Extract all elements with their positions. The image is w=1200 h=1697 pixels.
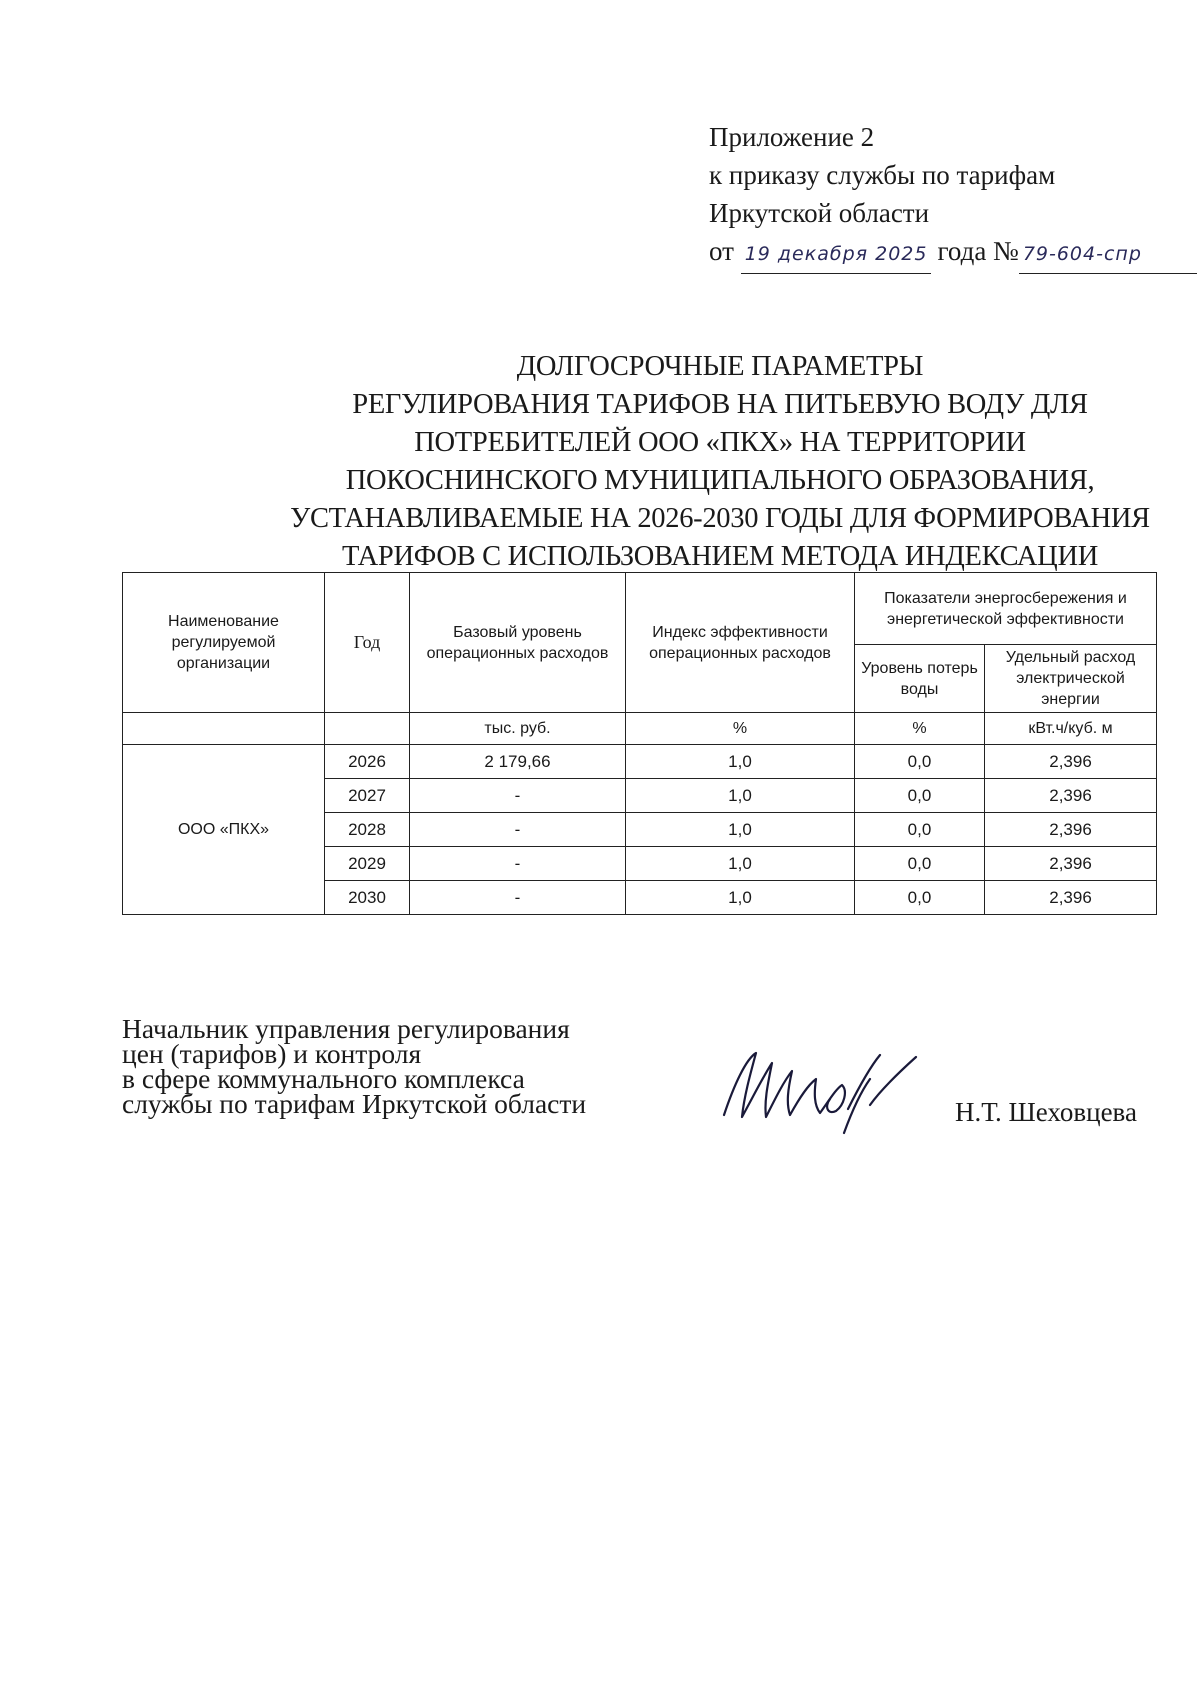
row-year: 2027 (325, 779, 410, 813)
unit-efficiency-index: % (626, 713, 855, 745)
row-year: 2028 (325, 813, 410, 847)
row-specific-consumption: 2,396 (985, 813, 1157, 847)
row-base-level: - (410, 847, 626, 881)
signer-line: Начальник управления регулирования (122, 1013, 570, 1044)
header-year-unit (325, 713, 410, 745)
annex-header (709, 118, 1189, 274)
unit-specific-consumption: кВт.ч/куб. м (985, 713, 1157, 745)
row-base-level: - (410, 779, 626, 813)
annex-date-line (709, 232, 1189, 274)
signer-name: Н.Т. Шеховцева (955, 1097, 1137, 1127)
row-water-losses: 0,0 (855, 881, 985, 915)
row-specific-consumption: 2,396 (985, 779, 1157, 813)
row-specific-consumption: 2,396 (985, 745, 1157, 779)
header-organization: Наименование регулируемой организации (123, 573, 325, 713)
document-title (200, 348, 1200, 576)
signer-line: цен (тарифов) и контроля (122, 1038, 422, 1069)
row-water-losses: 0,0 (855, 847, 985, 881)
annex-from-prefix: от (709, 236, 734, 266)
row-water-losses: 0,0 (855, 813, 985, 847)
parameters-table (122, 572, 1157, 915)
organization-name: ООО «ПКХ» (123, 745, 325, 915)
header-energy-group: Показатели энергосбережения и энергетической эффективности (855, 573, 1157, 645)
title-line: ТАРИФОВ С ИСПОЛЬЗОВАНИЕМ МЕТОДА ИНДЕКСАЦИИ (341, 541, 1099, 572)
row-efficiency-index: 1,0 (626, 779, 855, 813)
row-year: 2029 (325, 847, 410, 881)
row-water-losses: 0,0 (855, 779, 985, 813)
table-row (123, 745, 1157, 779)
title-line: ПОКОСНИНСКОГО МУНИЦИПАЛЬНОГО ОБРАЗОВАНИЯ, (345, 465, 1095, 496)
row-specific-consumption: 2,396 (985, 847, 1157, 881)
row-year: 2030 (325, 881, 410, 915)
row-base-level: 2 179,66 (410, 745, 626, 779)
unit-water-losses: % (855, 713, 985, 745)
handwritten-order-number: 79-604-спр (1019, 235, 1197, 274)
row-efficiency-index: 1,0 (626, 813, 855, 847)
row-year: 2026 (325, 745, 410, 779)
handwritten-signature (720, 1045, 930, 1135)
row-specific-consumption: 2,396 (985, 881, 1157, 915)
row-water-losses: 0,0 (855, 745, 985, 779)
header-specific-consumption: Удельный расход электрической энергии (985, 645, 1157, 713)
row-efficiency-index: 1,0 (626, 881, 855, 915)
title-line: РЕГУЛИРОВАНИЯ ТАРИФОВ НА ПИТЬЕВУЮ ВОДУ ДЛЯ (352, 389, 1088, 420)
signer-position (122, 1013, 682, 1119)
row-base-level: - (410, 813, 626, 847)
handwritten-date: 19 декабря 2025 (741, 235, 931, 274)
annex-order-ref: к приказу службы по тарифам (709, 160, 1056, 190)
row-efficiency-index: 1,0 (626, 847, 855, 881)
unit-base-level: тыс. руб. (410, 713, 626, 745)
row-efficiency-index: 1,0 (626, 745, 855, 779)
signer-line: службы по тарифам Иркутской области (122, 1088, 587, 1119)
header-efficiency-index: Индекс эффективности операционных расходов (626, 573, 855, 713)
annex-title: Приложение 2 (709, 122, 875, 152)
header-base-level: Базовый уровень операционных расходов (410, 573, 626, 713)
title-line: ДОЛГОСРОЧНЫЕ ПАРАМЕТРЫ (516, 351, 924, 382)
header-organization-unit (123, 713, 325, 745)
header-water-losses: Уровень потерь воды (855, 645, 985, 713)
row-base-level: - (410, 881, 626, 915)
annex-year-word: года № (937, 236, 1019, 266)
signer-line: в сфере коммунального комплекса (122, 1063, 525, 1094)
title-line: ПОТРЕБИТЕЛЕЙ ООО «ПКХ» НА ТЕРРИТОРИИ (414, 427, 1026, 458)
header-year: Год (325, 573, 410, 713)
title-line: УСТАНАВЛИВАЕМЫЕ НА 2026-2030 ГОДЫ ДЛЯ ФОРМИРОВАНИЯ (290, 503, 1150, 534)
annex-region: Иркутской области (709, 198, 930, 228)
